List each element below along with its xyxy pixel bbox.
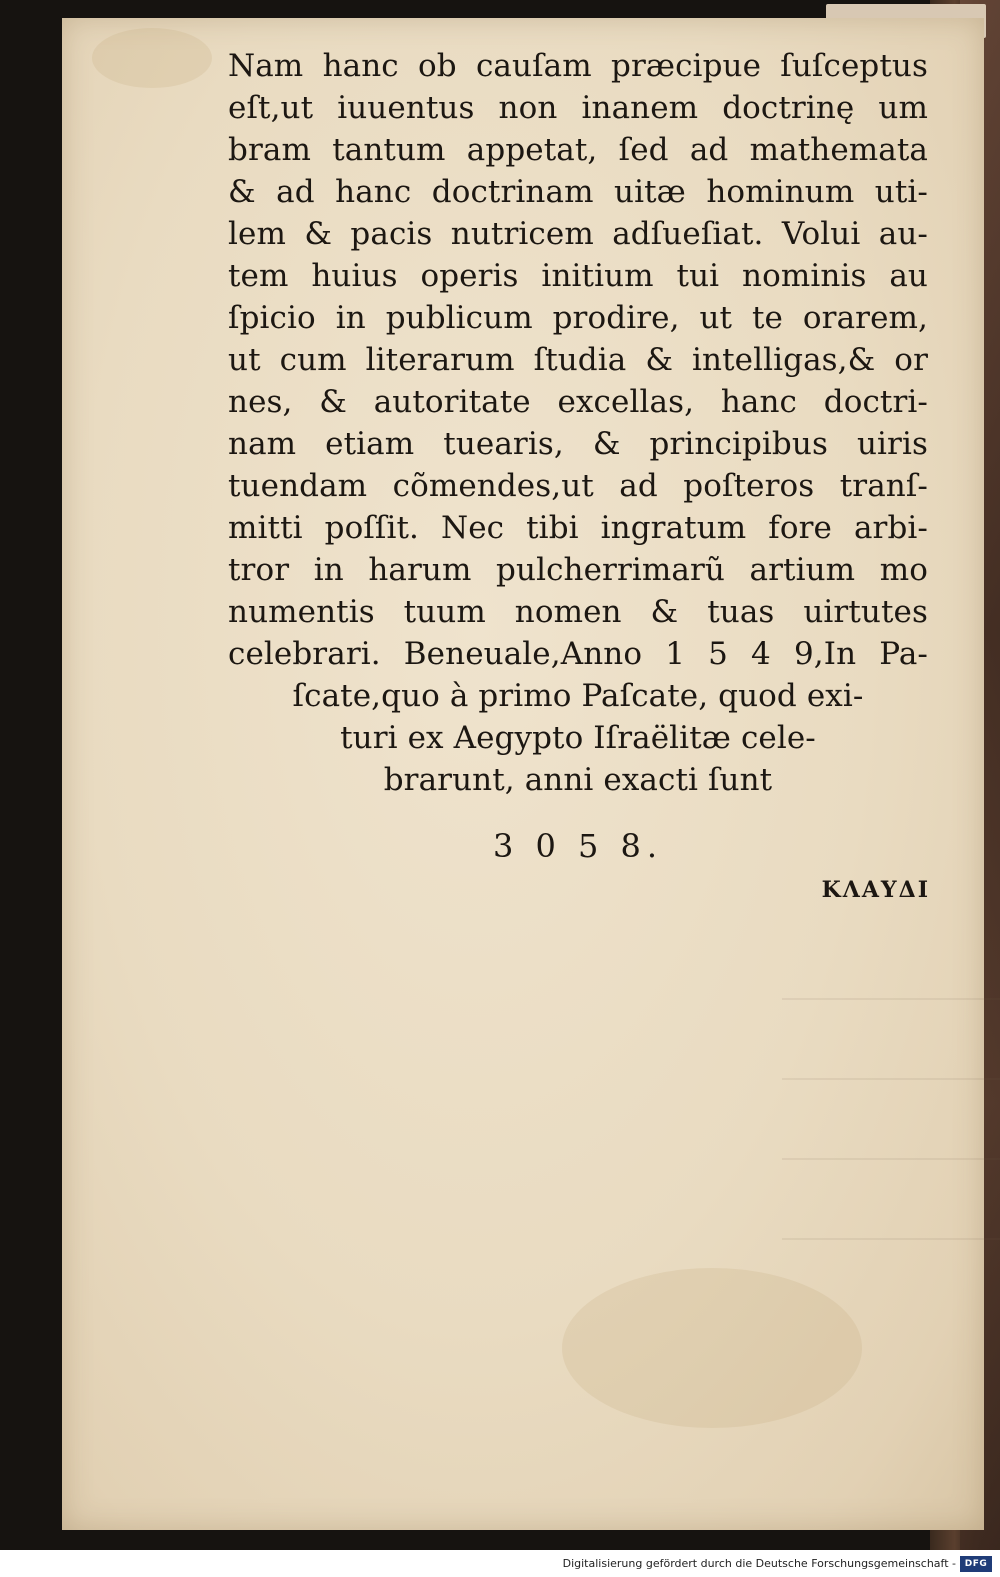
text-line: tuendam cõmendes,ut ad poſteros tranſ- bbox=[228, 468, 928, 504]
text-line: nam etiam tuearis, & principibus uiris bbox=[228, 426, 928, 462]
paper-stain bbox=[92, 28, 212, 88]
text-line: eſt,ut iuuentus non inanem doctrinę um bbox=[228, 90, 928, 126]
text-line: ut cum literarum ſtudia & intelligas,& or bbox=[228, 342, 928, 378]
paper-stain bbox=[562, 1268, 862, 1428]
greek-signature: ΚΛΑΥΔΙ bbox=[821, 877, 930, 903]
funding-credit: Digitalisierung gefördert durch die Deutsche Forschungsgemeinschaft - bbox=[562, 1557, 956, 1570]
text-line: tror in harum pulcherrimarũ artium mo bbox=[228, 552, 928, 588]
show-through bbox=[782, 1158, 1000, 1180]
text-line: nes, & autoritate excellas, hanc doctri- bbox=[228, 384, 928, 420]
show-through bbox=[782, 1078, 1000, 1100]
text-line: tem huius operis initium tui nominis au bbox=[228, 258, 928, 294]
text-line: celebrari. Beneuale,Anno 1 5 4 9,In Pa- bbox=[228, 636, 928, 672]
text-line: mitti poſſit. Nec tibi ingratum fore arbi- bbox=[228, 510, 928, 546]
show-through bbox=[782, 998, 1000, 1020]
text-line: brarunt, anni exacti ſunt bbox=[383, 762, 773, 798]
text-line: numentis tuum nomen & tuas uirtutes bbox=[228, 594, 928, 630]
text-line: turi ex Aegypto Iſraëlitæ cele- bbox=[340, 720, 816, 756]
text-line: & ad hanc doctrinam uitæ hominum uti- bbox=[228, 174, 928, 210]
show-through bbox=[782, 1238, 1000, 1260]
text-line: lem & pacis nutricem adſueſiat. Volui au- bbox=[228, 216, 928, 252]
dfg-logo: DFG bbox=[960, 1556, 992, 1572]
text-line: Nam hanc ob cauſam præcipue ſuſceptus bbox=[228, 48, 928, 84]
year-number: 3 0 5 8. bbox=[492, 827, 664, 865]
digitization-footer bbox=[0, 1550, 1000, 1577]
text-line: bram tantum appetat, ſed ad mathemata bbox=[228, 132, 928, 168]
text-line: ſcate,quo à primo Paſcate, quod exi- bbox=[292, 678, 864, 714]
text-line: ſpicio in publicum prodire, ut te orarem, bbox=[228, 300, 928, 336]
